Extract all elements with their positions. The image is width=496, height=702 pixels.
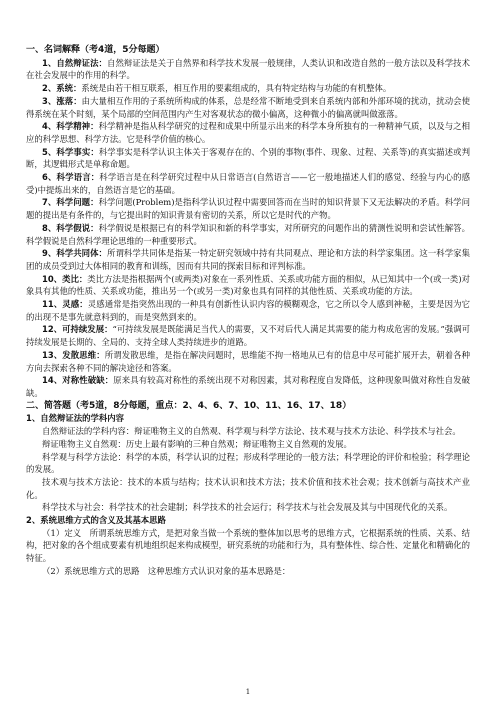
definition-term: 11、灵感： — [42, 299, 88, 310]
page-number: 1 — [245, 688, 251, 696]
definition-item — [26, 247, 470, 272]
definition-term: 3、涨落： — [42, 95, 82, 106]
definition-text: 灵感通常是指突然出现的一种具有创新性认识内容的模糊观念，它之所以令人感到神秘，主要是因为它的出现不是事先就意料到的，而是突然到来的。 — [26, 299, 470, 322]
q1-paragraph: 辩证唯物主义自然观：历史上最有影响的三种自然观；辩证唯物主义自然观的发展。 — [42, 438, 352, 449]
definition-term: 4、科学精神： — [42, 121, 99, 132]
q1-paragraph: 科学观与科学方法论：科学的本质，科学认识的过程；形成科学理论的一般方法；科学理论的评价和检验；科学理论的发展。 — [26, 451, 470, 475]
definition-item — [26, 146, 470, 171]
definition-text: 自然辩证法是关于自然界和科学技术发展一般规律，人类认识和改造自然的一般方法以及科学技术在社会发展中的作用的科学。 — [26, 57, 470, 81]
definition-text: 系统是由若干相互联系，相互作用的要素组成的，具有特定结构与功能的有机整体。 — [81, 83, 392, 94]
definition-text: 科学假说是根据已有的科学知识和新的科学事实，对所研究的问题作出的猜测性说明和尝试性解答。科学假说是自然科学理论思维的一种重要形式。 — [26, 222, 471, 246]
definition-item — [26, 196, 470, 221]
definition-text: 所谓发散思维，是指在解决问题时，思维能不拘一格地从已有的信息中尽可能扩展开去，朝着各种方向去探索各种不同的解决途径和答案。 — [26, 349, 471, 373]
q2-paragraph: （1）定义 所谓系统思维方式，是把对象当做一个系统的整体加以思考的思维方式，它根据系统的性质、关系、结构，把对象的各个组成要素有机地组织起来构成模型，研究系统的功能和行为，具有整体性、综合性、定量化和精确化的特征。 — [26, 527, 470, 564]
definition-item — [26, 82, 470, 95]
question-title-2: 2、系统思维方式的含义及其基本思路 — [26, 515, 166, 526]
definition-item — [26, 57, 470, 82]
definition-term: 10、类比： — [42, 273, 88, 284]
section-heading-short-answer: 二、简答题（考5道，8分每题，重点：2、4、6、7、10、11、16、17、18） — [26, 400, 352, 411]
definition-item — [26, 298, 470, 323]
definition-term: 14、对称性破缺： — [42, 375, 114, 386]
definition-item — [26, 273, 470, 298]
definition-item — [26, 323, 470, 348]
definition-text: 科学问题(Problem)是指科学认识过程中需要回答而在当时的知识背景下又无法解决的矛盾。科学问题的提出是有条件的，与它提出时的知识背景有密切的关系，所以它是时代的产物。 — [26, 197, 471, 221]
q1-paragraph: 科学技术与社会：科学技术的社会建制；科学技术的社会运行；科学技术与社会发展及其与中国现代化的关系。 — [42, 502, 453, 513]
section-heading-definitions: 一、名词解释（考4道，5分每题） — [26, 45, 165, 55]
definition-term: 13、发散思维： — [42, 349, 105, 360]
definition-list — [26, 57, 470, 400]
question-title-1: 1、自然辩证法的学科内容 — [26, 413, 124, 424]
definition-item — [26, 349, 470, 374]
definition-item — [26, 222, 470, 247]
definition-text: 科学事实是科学认识主体关于客观存在的、个别的事物(事件、现象、过程、关系等)的真实描述或判断，其逻辑形式是单称命题。 — [26, 146, 470, 170]
q2-paragraph: （2）系统思维方式的思路 这种思维方式认识对象的基本思路是： — [42, 565, 291, 576]
definition-term: 5、科学事实： — [42, 146, 99, 157]
definition-term: 12、可持续发展： — [42, 324, 113, 335]
definition-term: 1、自然辩证法： — [42, 57, 107, 68]
definition-text: 类比方法是指根据两个(或两类)对象在一系列性质、关系或功能方面的相似，从已知其中一个(或一类)对象具有其他的性质、关系或功能，推出另一个(或另一类)对象也具有同样的其他性质、关系或功能的方法。 — [26, 273, 470, 297]
definition-text: 原来具有较高对称性的系统出现不对称因素，其对称程度自发降低，这种现象叫做对称性自发破缺。 — [26, 375, 471, 398]
document-page — [26, 44, 470, 578]
definition-term: 7、科学问题： — [42, 197, 99, 208]
definition-term: 9、科学共同体： — [42, 248, 107, 259]
definition-text: 科学精神是指从科学研究的过程和成果中所显示出来的科学本身所独有的一种精神气质，以及与之相应的科学思想、科学方法。它是科学价值的核心。 — [26, 121, 471, 144]
definition-item — [26, 171, 470, 196]
definition-text: 科学语言是在科学研究过程中从日常语言(自然语言——它一般地描述人们的感觉、经验与内心的感受)中提炼出来的，自然语言是它的基础。 — [26, 172, 470, 195]
definition-text: 所谓科学共同体是指某一特定研究领域中持有共同观点、理论和方法的科学家集团。这一科学家集团的成员受到过大体相同的教育和训练，因而有共同的探索目标和评判标准。 — [26, 248, 470, 271]
definition-term: 2、系统： — [42, 83, 82, 94]
definition-item — [26, 374, 470, 399]
q1-paragraph: 自然辩证法的学科内容：辩证唯物主义的自然观、科学观与科学方法论、技术观与技术方法论、科学技术与社会。 — [42, 426, 461, 437]
q1-paragraph: 技术观与技术方法论：技术的本质与结构；技术认识和技术方法；技术价值和技术社会观；技术创新与高技术产业化。 — [26, 476, 470, 500]
definition-item — [26, 120, 470, 145]
definition-term: 6、科学语言： — [42, 172, 100, 183]
definition-text: 由大量相互作用的子系统所构成的体系，总是经常不断地受到来自系统内部和外部环境的扰动，扰动会使得系统在某个时刻，某个局部的空间范围内产生对客观状态的微小偏离，这种微小的偏离就叫做涨落。 — [26, 95, 470, 119]
definition-term: 8、科学假说： — [42, 222, 99, 233]
definition-item — [26, 95, 470, 120]
definition-text: “可持续发展是既能满足当代人的需要，又不对后代人满足其需要的能力构成危害的发展。”强调可持续发展是长期的、全局的、支持全球人类持续进步的道路。 — [26, 324, 470, 348]
